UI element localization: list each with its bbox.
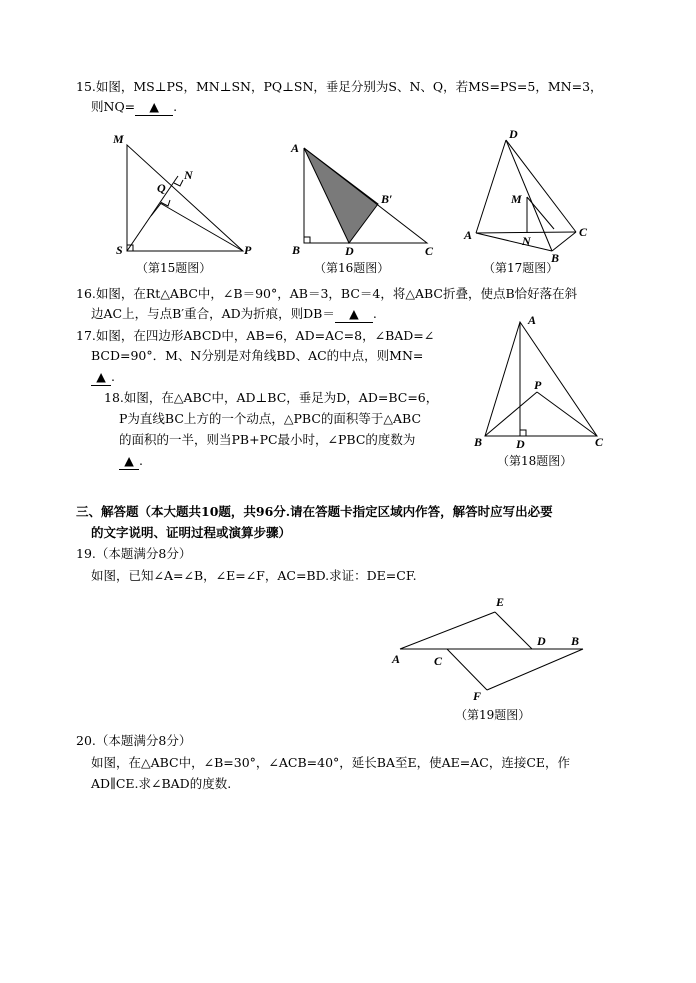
q15-line2-suffix: . [173,99,178,114]
fig18-label-A: A [528,313,537,327]
q19-header: 19.（本题满分8分） [76,546,192,561]
fig19-label-A: A [392,652,401,666]
fig19-label-B: B [571,634,580,648]
q15-line1: 15.如图，MS⊥PS，MN⊥SN，PQ⊥SN，垂足分别为S、N、Q，若MS=PS=5，MN=3， [76,79,603,94]
q17-line3 [91,369,115,386]
fig17-label-A: A [464,228,473,242]
q18-line4-suffix: . [139,453,143,468]
section3-line2: 的文字说明、证明过程或演算步骤） [91,525,292,540]
q17-line2: BCD=90°．M、N分别是对角线BD、AC的中点，则MN= [91,348,424,363]
fig19-label-F: F [473,689,482,703]
fig19-caption: （第19题图） [455,708,531,722]
fig16-caption: （第16题图） [314,261,390,275]
q16-line1: 16.如图，在Rt△ABC中，∠B＝90°，AB＝3，BC＝4，将△ABC折叠，使点B恰好落在斜 [76,286,578,301]
fig15-caption: （第15题图） [136,261,212,275]
q17-line1: 17.如图，在四边形ABCD中，AB=6，AD=AC=8，∠BAD=∠ [76,328,435,343]
q16-line2-suffix: . [372,306,377,321]
fig16-label-D: D [345,244,354,258]
fig17-label-N: N [522,234,531,248]
q18-line2: P为直线BC上方的一个动点，△PBC的面积等于△ABC [119,411,422,426]
fig15-label-M: M [113,132,124,146]
fig17-caption: （第17题图） [483,261,559,275]
fig15-label-P: P [244,243,252,257]
fig17-label-D: D [509,127,518,141]
fig17-label-B: B [551,251,560,265]
fig19-label-C: C [434,654,443,668]
fig16-label-B: B [292,243,301,257]
section3-line1: 三、解答题（本大题共10题，共96分.请在答题卡指定区域内作答，解答时应写出必要 [76,504,553,519]
q15-line2-prefix: 则NQ= [91,99,136,114]
fig18-label-D: D [516,437,525,451]
q18-line3: 的面积的一半，则当PB+PC最小时，∠PBC的度数为 [119,432,416,447]
fig15-label-S: S [116,243,123,257]
fig18-label-B: B [474,435,483,449]
q17-line3-suffix: . [111,369,115,384]
fig17-label-C: C [579,225,588,239]
q15-answer-blank: ▲ [135,99,173,116]
q16-line2-prefix: 边AC上，与点B′重合，AD为折痕，则DB＝ [91,306,335,321]
q18-answer-blank: ▲ [119,453,139,470]
q17-answer-blank: ▲ [91,369,111,386]
fig15-label-Q: Q [157,181,166,195]
q18-line1: 18.如图，在△ABC中，AD⊥BC，垂足为D，AD=BC=6， [104,390,439,405]
fig17-label-M: M [511,192,522,206]
fig15-label-N: N [184,168,193,182]
q16-answer-blank: ▲ [335,306,373,323]
q18-line4 [119,453,143,470]
fig18-label-C: C [595,435,604,449]
q19-body: 如图，已知∠A=∠B，∠E=∠F，AC=BD.求证：DE=CF. [91,568,417,583]
fig16-label-Bp: B′ [381,192,393,206]
fig16-label-A: A [291,141,300,155]
q15-line2 [91,99,177,116]
q20-line2: AD∥CE.求∠BAD的度数. [91,776,232,791]
fig18-label-P: P [534,378,542,392]
fig19-label-D: D [537,634,546,648]
fig19-label-E: E [496,595,505,609]
q20-header: 20.（本题满分8分） [76,733,192,748]
q20-line1: 如图，在△ABC中，∠B=30°，∠ACB=40°，延长BA至E，使AE=AC，连接CE，作 [91,755,571,770]
fig18-caption: （第18题图） [497,454,573,468]
fig16-label-C: C [425,244,434,258]
q16-line2 [91,306,377,323]
